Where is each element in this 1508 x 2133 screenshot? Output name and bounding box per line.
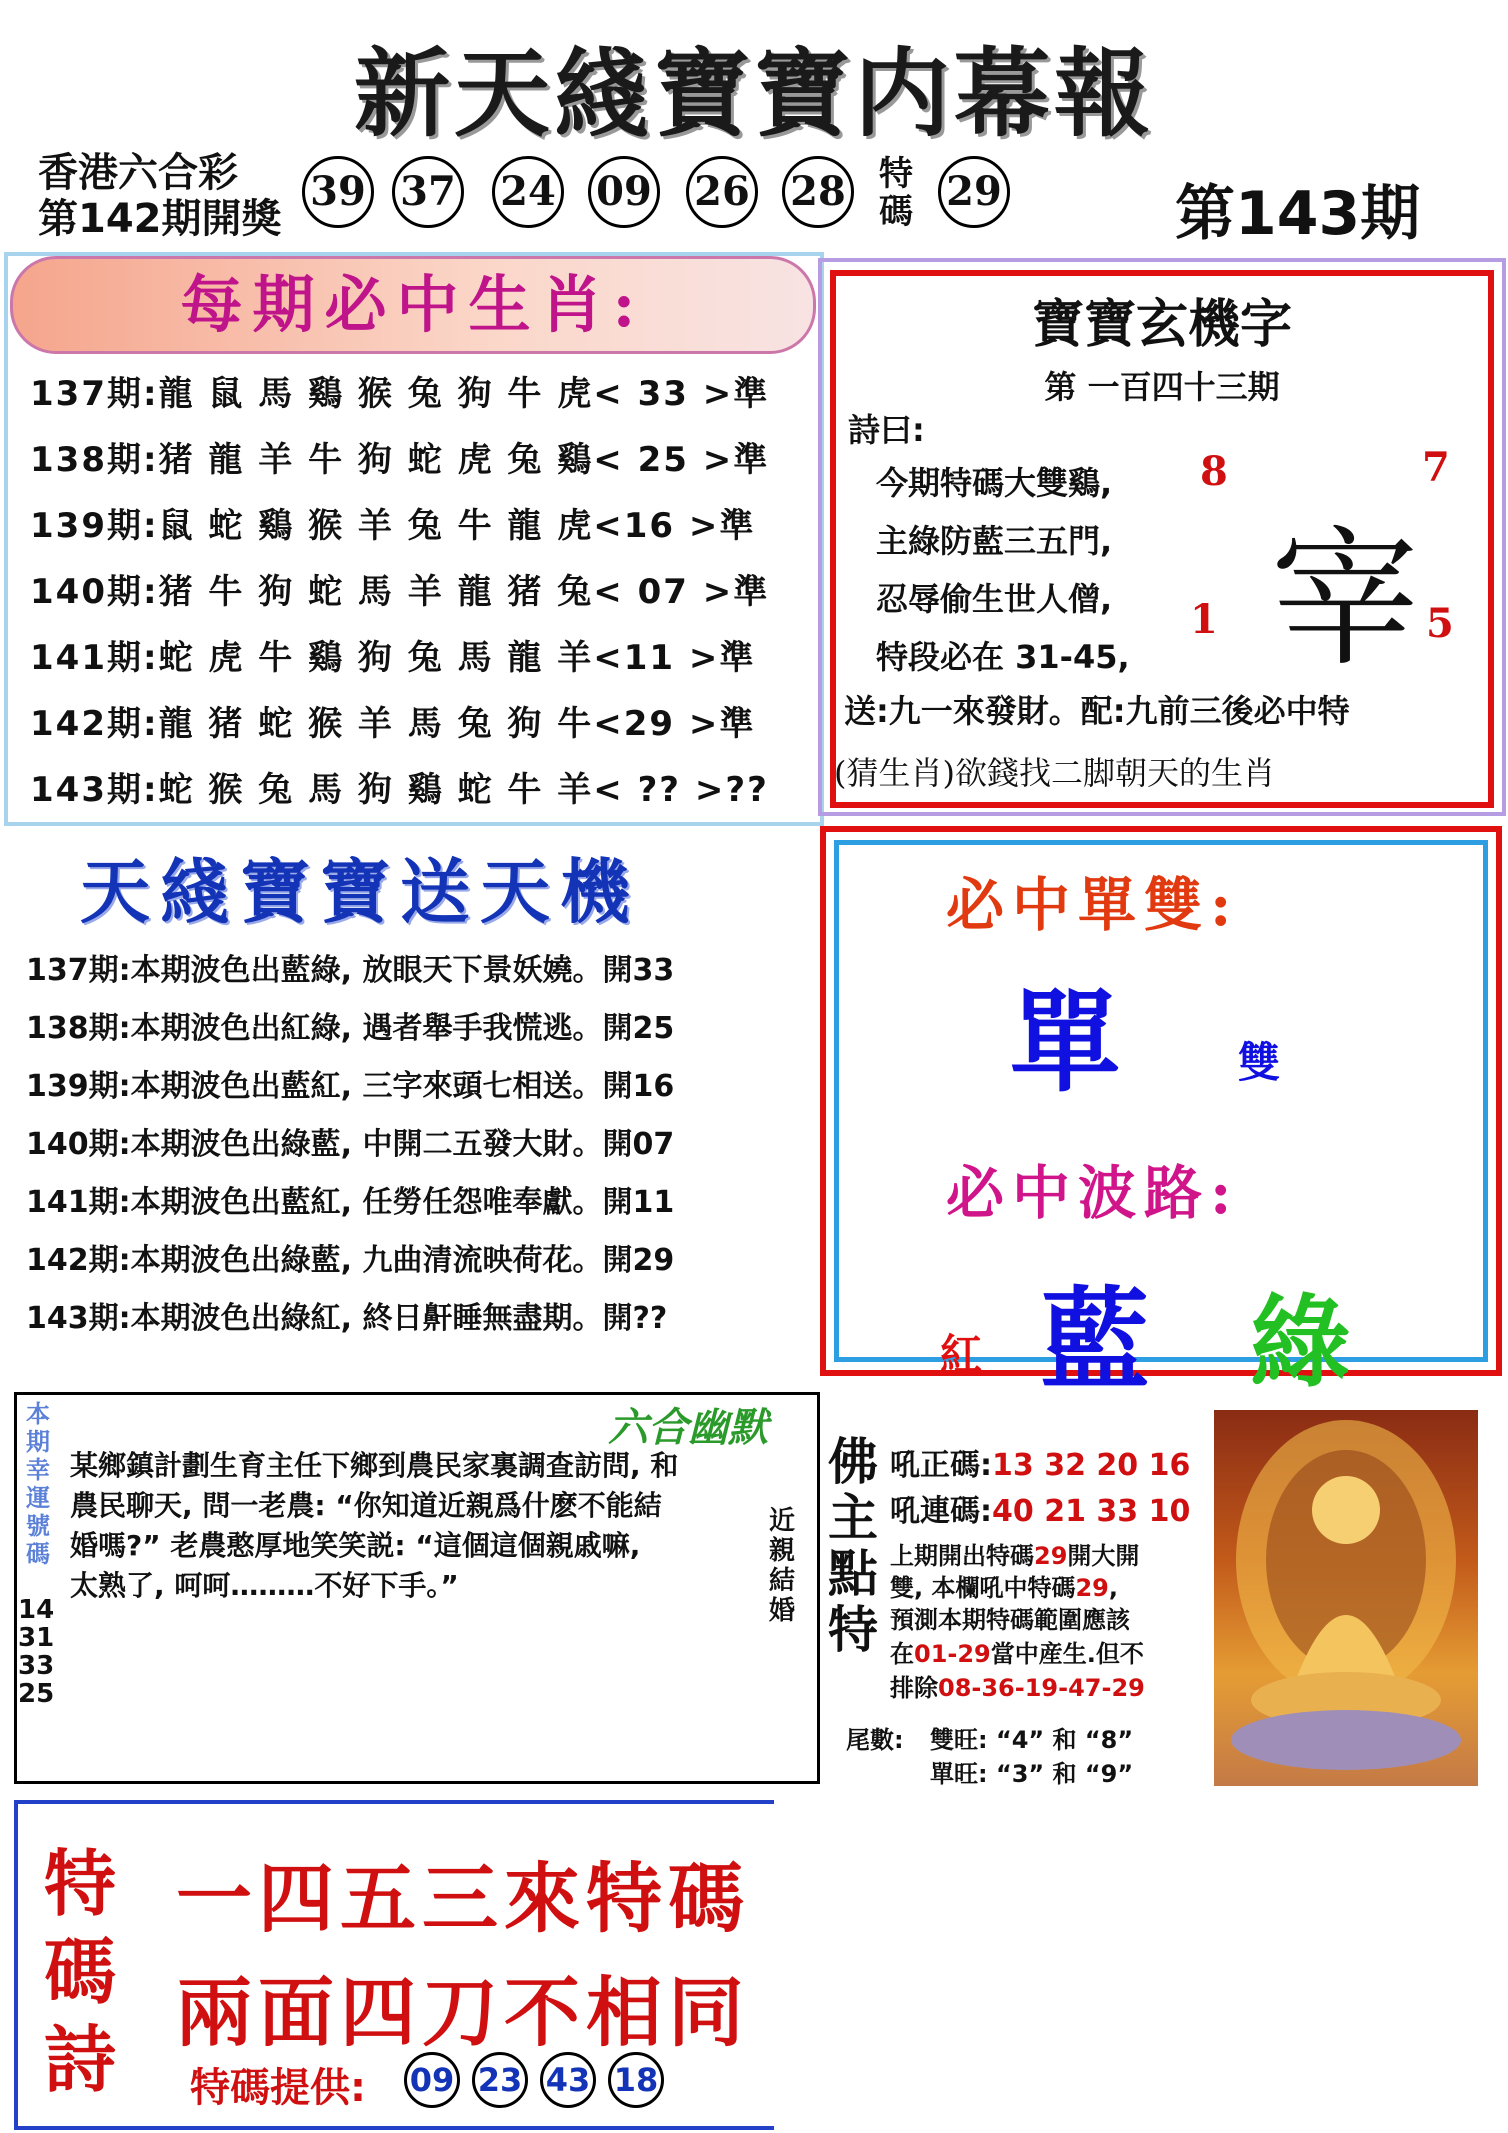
result-ball: 24 — [492, 156, 564, 228]
info-text: 當中産生.但不 — [990, 1640, 1144, 1668]
lucky-label: 本期幸運號碼 — [26, 1400, 50, 1568]
info-text: 在 — [890, 1640, 914, 1668]
tail-double: 雙旺: “4” 和 “8” — [930, 1726, 1134, 1754]
tail-label: 尾數: — [846, 1726, 904, 1754]
buddha-info — [890, 1634, 1144, 1669]
zodiac-title: 每期必中生肖: — [10, 256, 816, 354]
tianji-subtitle: 第 一百四十三期 — [1044, 368, 1280, 406]
poem-line: 主綠防藍三五門, — [876, 522, 1113, 560]
special-label: 特碼 — [879, 154, 913, 232]
draw-info — [38, 150, 282, 242]
zodiac-row: 143期:蛇 猴 兔 馬 狗 鷄 蛇 牛 羊< ?? >?? — [30, 770, 769, 810]
humor-line: 婚嗎?” 老農憨厚地笑笑説: “這個這個親戚嘛, — [70, 1529, 641, 1562]
buddha-info — [890, 1536, 1139, 1571]
humor-line: 某鄉鎮計劃生育主任下鄉到農民家裏調查訪問, 和 — [70, 1449, 679, 1482]
info-text: 排除 — [890, 1674, 938, 1702]
corner-number: 8 — [1200, 448, 1228, 495]
info-text: 上期開出特碼 — [890, 1542, 1034, 1570]
newspaper-title: 新天綫寶寶内幕報 — [354, 38, 1154, 150]
machine-row: 137期:本期波色出藍綠, 放眼天下景妖嬈。開33 — [26, 953, 675, 988]
send-line: 送:九一來發財。配:九前三後必中特 — [844, 692, 1350, 730]
machine-row: 139期:本期波色出藍紅, 三字來頭七相送。開16 — [26, 1069, 675, 1104]
lottery-name: 香港六合彩 — [38, 150, 238, 196]
roar-link-numbers: 40 21 33 10 — [992, 1494, 1191, 1529]
provide-ball: 09 — [404, 2052, 460, 2108]
special-poem-label: 特碼詩 — [43, 1841, 116, 2102]
machine-row: 142期:本期波色出綠藍, 九曲清流映荷花。開29 — [26, 1243, 675, 1278]
provide-ball: 23 — [472, 2052, 528, 2108]
buddha-label: 佛主點特 — [828, 1432, 878, 1659]
result-ball: 39 — [302, 156, 374, 228]
roar-main — [890, 1440, 1190, 1484]
zodiac-row: 140期:猪 牛 狗 蛇 馬 羊 龍 猪 兔< 07 >準 — [30, 572, 770, 612]
wave-blue: 藍 — [1040, 1275, 1150, 1404]
result-ball: 37 — [392, 156, 464, 228]
provide-ball: 43 — [540, 2052, 596, 2108]
zodiac-row: 139期:鼠 蛇 鷄 猴 羊 兔 牛 龍 虎<16 >準 — [30, 506, 756, 546]
roar-link-label: 吼連碼: — [890, 1494, 992, 1529]
tail-single: 單旺: “3” 和 “9” — [930, 1760, 1134, 1788]
roar-link — [890, 1486, 1190, 1530]
issue-number: 第143期 — [1175, 179, 1421, 249]
result-ball: 28 — [782, 156, 854, 228]
provide-label: 特碼提供: — [190, 2065, 366, 2111]
result-ball: 26 — [686, 156, 758, 228]
poem-line: 特段必在 31-45, — [876, 638, 1130, 676]
guess-line: (猜生肖)欲錢找二脚朝天的生肖 — [834, 754, 1275, 792]
info-number: 29 — [1075, 1574, 1109, 1602]
buddha-image — [1214, 1410, 1478, 1786]
corner-number: 1 — [1190, 596, 1218, 643]
draw-label: 第142期開獎 — [38, 196, 282, 242]
corner-number: 5 — [1426, 600, 1454, 647]
info-number: 29 — [1034, 1542, 1068, 1570]
humor-answer: 近親結婚 — [768, 1506, 795, 1626]
provide-ball: 18 — [608, 2052, 664, 2108]
humor-line: 太熟了, 呵呵………不好下手。” — [70, 1569, 459, 1602]
roar-main-label: 吼正碼: — [890, 1448, 992, 1483]
wave-green: 綠 — [1250, 1283, 1350, 1401]
buddha-info — [890, 1568, 1118, 1603]
zodiac-row: 138期:猪 龍 羊 牛 狗 蛇 虎 兔 鷄< 25 >準 — [30, 440, 770, 480]
special-poem-line: 一四五三來特碼 — [176, 1854, 750, 1943]
zodiac-row: 137期:龍 鼠 馬 鷄 猴 兔 狗 牛 虎< 33 >準 — [30, 374, 770, 414]
double-prediction: 雙 — [1238, 1038, 1281, 1087]
wave-red: 紅 — [940, 1330, 983, 1379]
buddha-info: 預測本期特碼範圍應該 — [890, 1606, 1130, 1634]
buddha-icon — [1214, 1410, 1478, 1786]
poem-line: 今期特碼大雙鷄, — [876, 464, 1113, 502]
single-double-title: 必中單雙: — [946, 871, 1240, 939]
machine-row: 141期:本期波色出藍紅, 任勞任怨唯奉獻。開11 — [26, 1185, 675, 1220]
wave-title: 必中波路: — [946, 1159, 1240, 1227]
machine-row: 143期:本期波色出綠紅, 終日鼾睡無盡期。開?? — [26, 1301, 668, 1336]
tianji-title: 寶寶玄機字 — [1031, 294, 1292, 355]
corner-number: 7 — [1422, 444, 1450, 491]
machine-row: 138期:本期波色出紅綠, 遇者舉手我慌逃。開25 — [26, 1011, 675, 1046]
poem-line: 忍辱偷生世人僧, — [876, 580, 1113, 618]
result-ball: 09 — [588, 156, 660, 228]
poem-label: 詩曰: — [848, 411, 925, 449]
zodiac-row: 142期:龍 猪 蛇 猴 羊 馬 兔 狗 牛<29 >準 — [30, 704, 756, 744]
zodiac-row: 141期:蛇 虎 牛 鷄 狗 兔 馬 龍 羊<11 >準 — [30, 638, 756, 678]
buddha-info — [890, 1668, 1145, 1703]
lucky-numbers: 14 31 33 25 — [18, 1595, 55, 1709]
humor-line: 農民聊天, 問一老農: “你知道近親爲什麽不能結 — [70, 1489, 662, 1522]
info-number: 08-36-19-47-29 — [938, 1674, 1145, 1702]
humor-title: 六合幽默 — [608, 1404, 768, 1451]
machine-row: 140期:本期波色出綠藍, 中開二五發大財。開07 — [26, 1127, 675, 1162]
special-poem-line: 兩面四刀不相同 — [176, 1968, 750, 2057]
info-text: 開大開 — [1067, 1542, 1140, 1570]
info-text: , — [1108, 1574, 1119, 1602]
roar-main-numbers: 13 32 20 16 — [992, 1448, 1191, 1483]
info-number: 01-29 — [914, 1640, 991, 1668]
info-text: 雙, 本欄吼中特碼 — [890, 1574, 1076, 1602]
machine-title: 天綫寶寶送天機 — [80, 850, 640, 933]
special-ball: 29 — [938, 156, 1010, 228]
mystery-character: 宰 — [1270, 513, 1421, 687]
single-prediction: 單 — [1010, 978, 1120, 1107]
